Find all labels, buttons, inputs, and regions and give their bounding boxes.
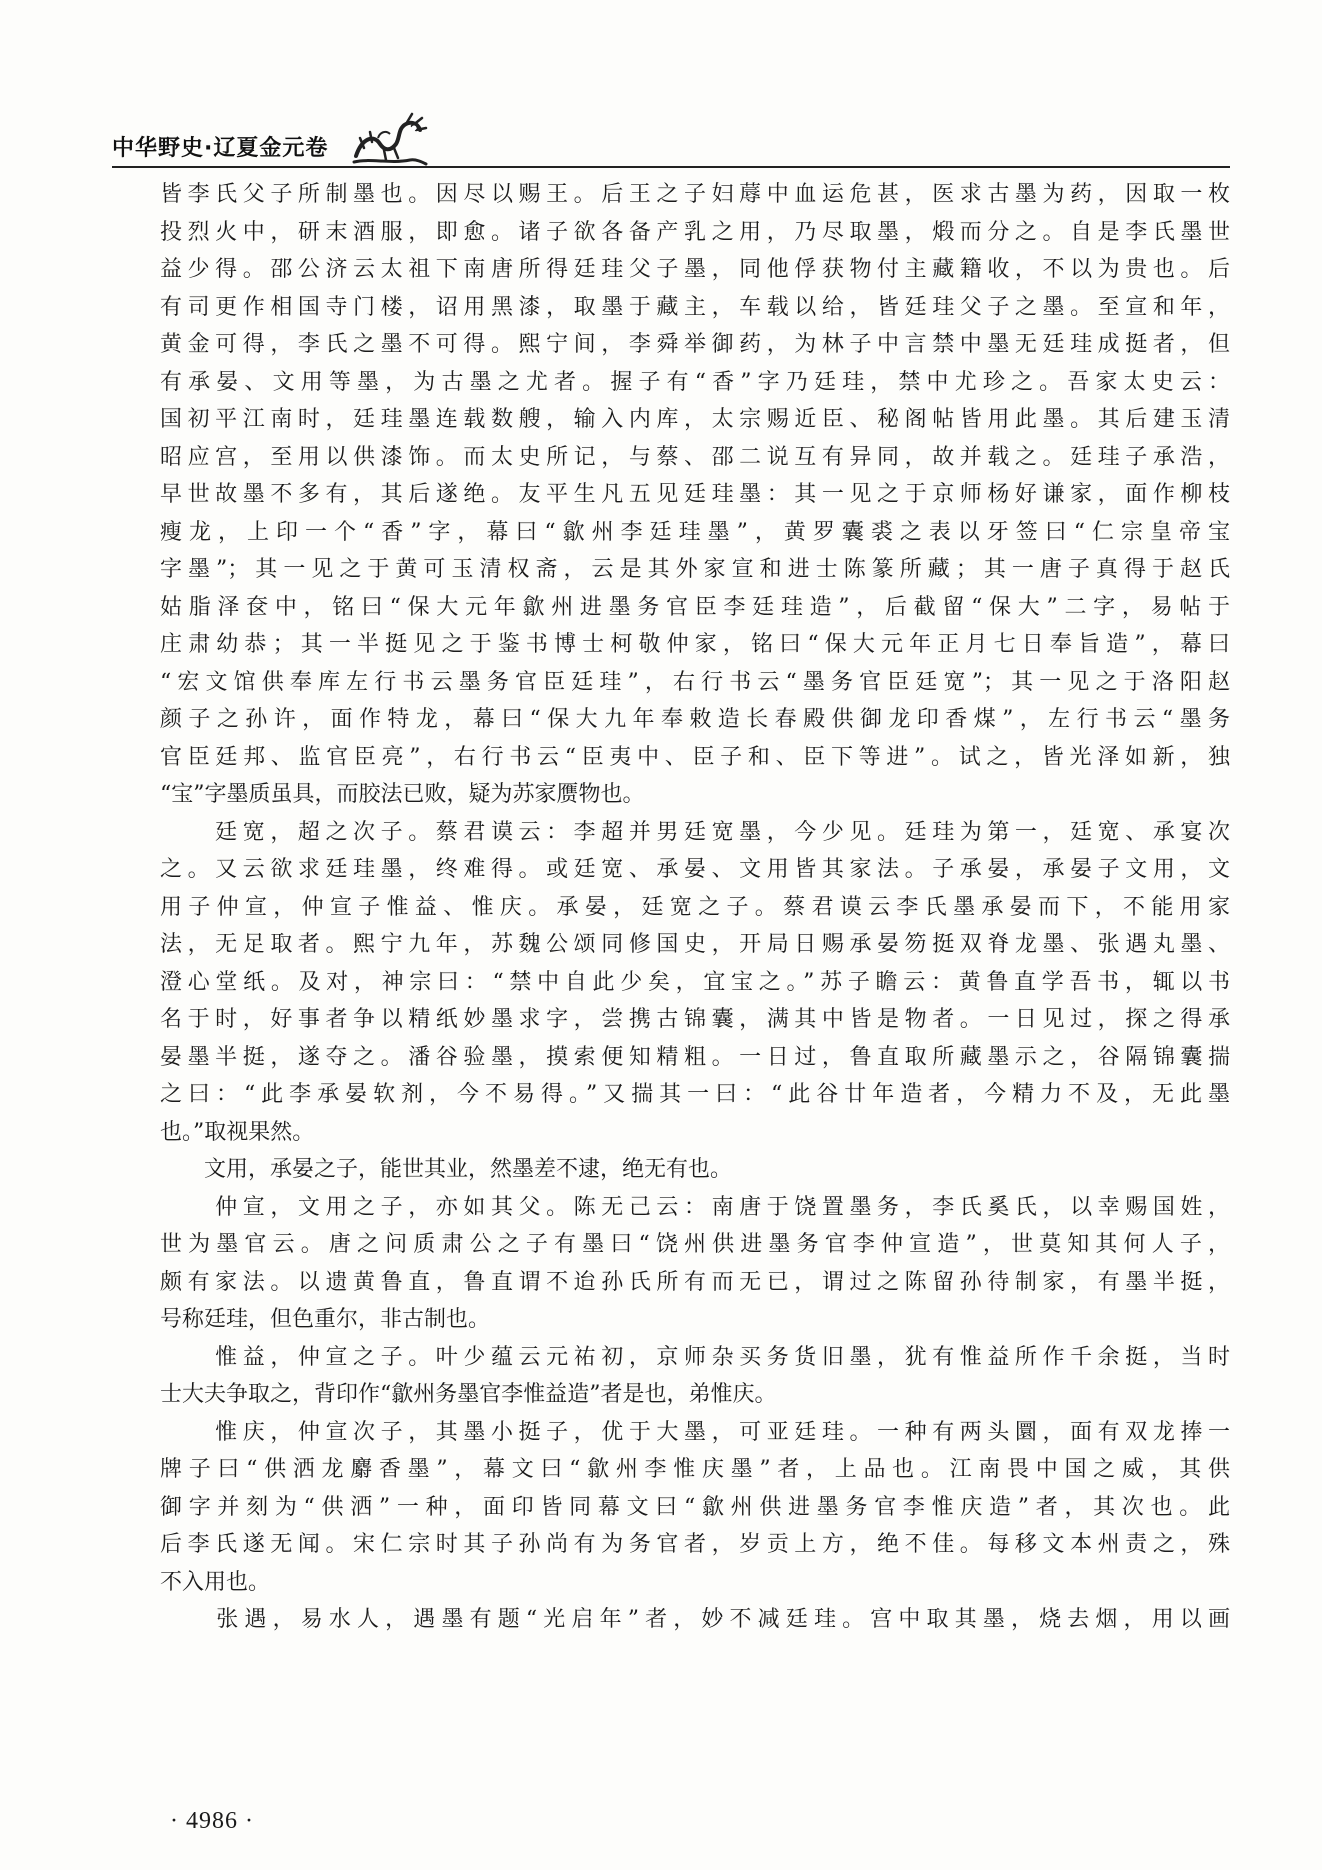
text-line: 张遇，易水人，遇墨有题“光启年”者，妙不减廷珪。宫中取其墨，烧去烟，用以画: [160, 1607, 1230, 1632]
text-line: “宏文馆供奉库左行书云墨务官臣廷珪”，右行书云“墨务官臣廷宽”；其一见之于洛阳赵: [160, 669, 1230, 695]
text-line: 官臣廷邦、监官臣亮”，右行书云“臣夷中、臣子和、臣下等进”。试之，皆光泽如新，独: [160, 744, 1230, 770]
text-line: 姑脂泽奁中，铭曰“保大元年歙州进墨务官臣李廷珪造”，后截留“保大”二字，易帖于: [160, 594, 1230, 620]
text-line: 早世故墨不多有，其后遂绝。友平生凡五见廷珪墨：其一见之于京师杨好谦家，面作柳枝: [160, 482, 1230, 507]
text-line: 皆李氏父子所制墨也。因尽以赐王。后王之子妇蓐中血运危甚，医求古墨为药，因取一枚: [160, 182, 1230, 207]
text-line: 名于时，好事者争以精纸妙墨求字，尝携古锦囊，满其中皆是物者。一日见过，探之得承: [160, 1007, 1230, 1032]
text-line: 惟庆，仲宣次子，其墨小挺子，优于大墨，可亚廷珪。一种有两头圜，面有双龙捧一: [160, 1419, 1230, 1445]
text-line: 士大夫争取之，背印作“歙州务墨官李惟益造”者是也，弟惟庆。: [160, 1382, 777, 1407]
running-header: [112, 102, 428, 162]
text-line: 益少得。邵公济云太祖下南唐所得廷珪父子墨，同他俘获物付主藏籍收，不以为贵也。后: [160, 257, 1230, 282]
text-line: 廷宽，超之次子。蔡君谟云：李超并男廷宽墨，今少见。廷珪为第一，廷宽、承宴次: [160, 819, 1230, 845]
text-line: 字墨”；其一见之于黄可玉清权斋，云是其外家宣和进士陈篆所藏；其一唐子真得于赵氏: [160, 557, 1230, 582]
text-line: 昭应宫，至用以供漆饰。而太史所记，与蔡、邵二说互有异同，故并载之。廷珪子承浩，: [160, 444, 1230, 470]
text-line: 有司更作相国寺门楼，诏用黑漆，取墨于藏主，车载以给，皆廷珪父子之墨。至宣和年，: [160, 294, 1230, 320]
text-line: 之。又云欲求廷珪墨，终难得。或廷宽、承晏、文用皆其家法。子承晏，承晏子文用，文: [160, 857, 1230, 882]
text-line: 瘦龙，上印一个“香”字，幕曰“歙州李廷珪墨”，黄罗囊裘之表以牙签曰“仁宗皇帝宝: [160, 519, 1230, 545]
text-line: 用子仲宣，仲宣子惟益、惟庆。承晏，廷宽之子。蔡君谟云李氏墨承晏而下，不能用家: [160, 894, 1230, 920]
text-line: 也。”取视果然。: [160, 1119, 315, 1145]
text-line: 御字并刻为“供洒”一种，面印皆同幕文曰“歙州供进墨务官李惟庆造”者，其次也。此: [160, 1494, 1230, 1520]
book-title: 中华野史·辽夏金元卷: [112, 136, 329, 161]
text-line: 黄金可得，李氏之墨不可得。熙宁间，李舜举御药，为林子中言禁中墨无廷珪成挺者，但: [160, 332, 1230, 357]
text-line: 牌子曰“供洒龙麝香墨”，幕文曰“歙州李惟庆墨”者，上品也。江南畏中国之威，其供: [160, 1457, 1230, 1482]
body-text: [160, 176, 1230, 1639]
text-line: 颇有家法。以遗黄鲁直，鲁直谓不迨孙氏所有而无已，谓过之陈留孙待制家，有墨半挺，: [160, 1269, 1230, 1295]
text-line: 文用，承晏之子，能世其业，然墨差不逮，绝无有也。: [160, 1157, 733, 1182]
text-line: 庄肃幼恭；其一半挺见之于鉴书博士柯敬仲家，铭曰“保大元年正月七日奉旨造”，幕曰: [160, 632, 1230, 657]
text-line: 国初平江南时，廷珪墨连载数艘，输入内库，太宗赐近臣、秘阁帖皆用此墨。其后建玉清: [160, 407, 1230, 432]
text-line: 颜子之孙许，面作特龙，幕曰“保大九年奉敕造长春殿供御龙印香煤”，左行书云“墨务: [160, 707, 1230, 732]
header-rule: [112, 166, 1230, 168]
page-number: · 4986 ·: [170, 1808, 254, 1834]
text-line: 仲宣，文用之子，亦如其父。陈无己云：南唐于饶置墨务，李氏奚氏，以幸赐国姓，: [160, 1194, 1230, 1220]
text-line: 之曰：“此李承晏软剂，今不易得。”又揣其一曰：“此谷廿年造者，今精力不及，无此墨: [160, 1082, 1230, 1107]
text-line: 投烈火中，研末酒服，即愈。诸子欲各备产乳之用，乃尽取墨，煅而分之。自是李氏墨世: [160, 219, 1230, 245]
text-line: 号称廷珪，但色重尔，非古制也。: [160, 1307, 491, 1332]
text-line: 晏墨半挺，遂夺之。潘谷验墨，摸索便知精粗。一日过，鲁直取所藏墨示之，谷隔锦囊揣: [160, 1044, 1230, 1070]
text-line: 有承晏、文用等墨，为古墨之尤者。握子有“香”字乃廷珪，禁中尤珍之。吾家太史云：: [160, 369, 1230, 395]
text-line: 世为墨官云。唐之问质肃公之子有墨曰“饶州供进墨务官李仲宣造”，世莫知其何人子，: [160, 1232, 1230, 1257]
text-line: 不入用也。: [160, 1569, 271, 1595]
text-line: 惟益，仲宣之子。叶少蕴云元祐初，京师杂买务货旧墨，犹有惟益所作千余挺，当时: [160, 1344, 1230, 1370]
text-line: 法，无足取者。熙宁九年，苏魏公颂同修国史，开局日赐承晏笏挺双脊龙墨、张遇丸墨、: [160, 932, 1230, 957]
text-line: “宝”字墨质虽具，而胶法已败，疑为苏家赝物也。: [160, 782, 645, 807]
dragon-ornament-icon: [350, 108, 428, 168]
text-line: 澄心堂纸。及对，神宗曰：“禁中自此少矣，宜宝之。”苏子瞻云：黄鲁直学吾书，辄以书: [160, 969, 1230, 995]
text-line: 后李氏遂无闻。宋仁宗时其子孙尚有为务官者，岁贡上方，绝不佳。每移文本州责之，殊: [160, 1532, 1230, 1557]
